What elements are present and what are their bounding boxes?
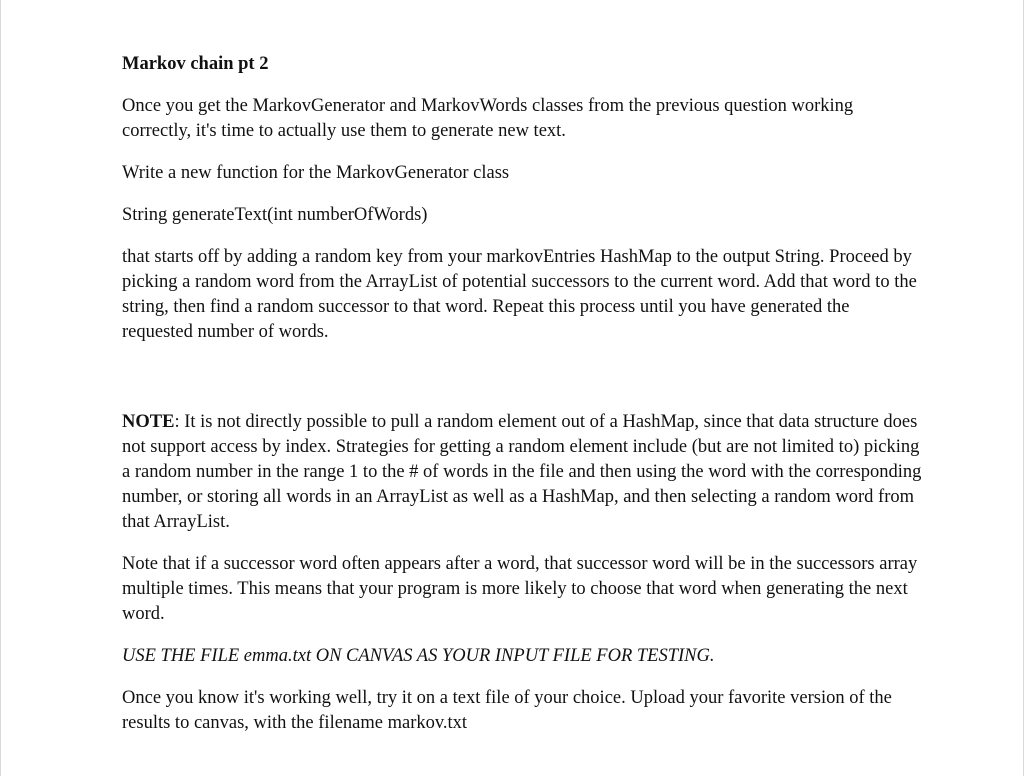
note-paragraph: [122, 410, 922, 535]
intro-paragraph: Once you get the MarkovGenerator and MarkovWords classes from the previous question working correctly, it's time to actually use them to generate new text.: [122, 96, 854, 141]
note-label: NOTE: [122, 412, 175, 432]
section-spacer: [122, 362, 922, 410]
description-paragraph: that starts off by adding a random key from your markovEntries HashMap to the output String. Proceed by picking a random word from the ArrayList of potential successors to the current word. Add that word to the string, then find a random successor to that word. Repeat this process until you have generated the requested number of words.: [122, 247, 917, 342]
document-title: Markov chain pt 2: [122, 54, 269, 74]
function-signature: String generateText(int numberOfWords): [122, 205, 428, 225]
upload-instruction-paragraph: Once you know it's working well, try it on a text file of your choice. Upload your favorite version of the results to canvas, with the filename markov.txt: [122, 688, 892, 733]
file-instruction-paragraph: USE THE FILE emma.txt ON CANVAS AS YOUR INPUT FILE FOR TESTING.: [122, 646, 715, 666]
write-function-paragraph: Write a new function for the MarkovGenerator class: [122, 163, 510, 183]
document-body: [122, 52, 922, 753]
note-text: : It is not directly possible to pull a random element out of a HashMap, since that data structure does not support access by index. Strategies for getting a random element include (but are not limited to) picking a random number in the range 1 to the # of words in the file and then using the word with the corresponding number, or storing all words in an ArrayList as well as a HashMap, and then selecting a random word from that ArrayList.: [122, 412, 922, 532]
successor-note-paragraph: Note that if a successor word often appears after a word, that successor word will be in the successors array multiple times. This means that your program is more likely to choose that word when generating the next word.: [122, 554, 918, 624]
